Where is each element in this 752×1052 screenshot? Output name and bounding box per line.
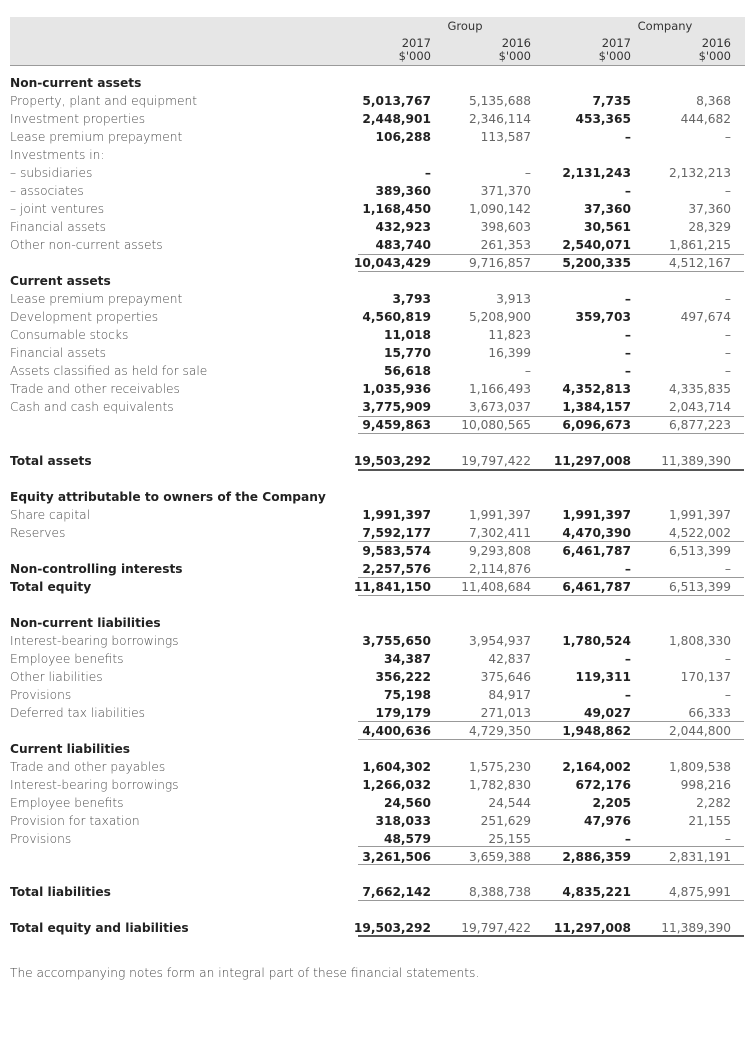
table-row [0, 146, 752, 164]
cell-value: 318,033 [375, 814, 431, 828]
cell-value: – [624, 688, 631, 702]
row-label: Equity attributable to owners of the Company [10, 490, 326, 504]
cell-value: 2,043,714 [668, 400, 731, 414]
cell-value: 34,387 [383, 652, 431, 666]
cell-value: 2,831,191 [668, 850, 731, 864]
company-label: Company [637, 19, 693, 33]
cell-value: 11,389,390 [661, 921, 731, 935]
row-label: Total equity [10, 580, 92, 594]
cell-value: 1,948,862 [562, 724, 631, 738]
table-row [0, 578, 752, 596]
row-label: Lease premium prepayment [10, 292, 183, 306]
cell-value: 30,561 [583, 220, 631, 234]
cell-value: 1,991,397 [562, 508, 631, 522]
cell-value: 7,302,411 [468, 526, 531, 540]
cell-value: 4,335,835 [668, 382, 731, 396]
cell-value: 1,780,524 [562, 634, 631, 648]
subtotal-rule [358, 900, 744, 901]
cell-value: 1,991,397 [668, 508, 731, 522]
table-row [0, 722, 752, 740]
cell-value: 3,775,909 [362, 400, 431, 414]
cell-value: 4,875,991 [668, 885, 731, 899]
cell-value: 9,716,857 [468, 256, 531, 270]
cell-value: 37,360 [583, 202, 631, 216]
cell-value: 271,013 [480, 706, 531, 720]
row-label: Share capital [10, 508, 90, 522]
cell-value: 4,512,167 [668, 256, 731, 270]
cell-value: – [724, 832, 731, 846]
cell-value: 106,288 [375, 130, 431, 144]
cell-value: – [724, 364, 731, 378]
table-row [0, 290, 752, 308]
cell-value: 19,503,292 [353, 921, 431, 935]
row-label: Deferred tax liabilities [10, 706, 146, 720]
table-row [0, 542, 752, 560]
row-label: Financial assets [10, 220, 107, 234]
cell-value: 3,793 [392, 292, 431, 306]
cell-value: 453,365 [575, 112, 631, 126]
cell-value: 6,461,787 [562, 544, 631, 558]
row-label: Non-current assets [10, 76, 142, 90]
cell-value: 1,991,397 [362, 508, 431, 522]
cell-value: 119,311 [575, 670, 631, 684]
row-label: Employee benefits [10, 796, 124, 810]
table-row [0, 398, 752, 416]
cell-value: 359,703 [575, 310, 631, 324]
table-row [0, 506, 752, 524]
cell-value: 42,837 [488, 652, 531, 666]
table-row [0, 668, 752, 686]
cell-value: 37,360 [688, 202, 731, 216]
table-row [0, 416, 752, 434]
cell-value: 11,841,150 [353, 580, 431, 594]
row-label: Current liabilities [10, 742, 131, 756]
table-row [0, 74, 752, 92]
cell-value: 6,096,673 [562, 418, 631, 432]
subtotal-rule [358, 541, 744, 542]
cell-value: 1,035,936 [362, 382, 431, 396]
cell-value: 1,575,230 [468, 760, 531, 774]
cell-value: 1,384,157 [562, 400, 631, 414]
row-label: Assets classified as held for sale [10, 364, 208, 378]
row-label: Provisions [10, 688, 72, 702]
table-row [0, 362, 752, 380]
row-label: Lease premium prepayment [10, 130, 183, 144]
cell-value: – [724, 292, 731, 306]
cell-value: – [624, 832, 631, 846]
cell-value: – [524, 364, 531, 378]
cell-value: 21,155 [688, 814, 731, 828]
cell-value: 11,297,008 [553, 454, 631, 468]
cell-value: 3,673,037 [468, 400, 531, 414]
cell-value: 3,755,650 [362, 634, 431, 648]
cell-value: 4,560,819 [362, 310, 431, 324]
table-row [0, 92, 752, 110]
cell-value: 8,388,738 [468, 885, 531, 899]
cell-value: 4,835,221 [562, 885, 631, 899]
cell-value: 5,200,335 [562, 256, 631, 270]
cell-value: 2,131,243 [562, 166, 631, 180]
row-label: Total equity and liabilities [10, 921, 189, 935]
table-row [0, 686, 752, 704]
cell-value: 1,166,493 [468, 382, 531, 396]
row-label: – joint ventures [10, 202, 105, 216]
cell-value: 7,735 [592, 94, 631, 108]
subtotal-rule [358, 846, 744, 847]
cell-value: 10,080,565 [461, 418, 531, 432]
table-row [0, 632, 752, 650]
table-row [0, 326, 752, 344]
cell-value: 9,459,863 [362, 418, 431, 432]
table-row [0, 794, 752, 812]
total-rule [358, 469, 744, 471]
cell-value: 47,976 [583, 814, 631, 828]
cell-value: 24,544 [488, 796, 531, 810]
cell-value: – [724, 328, 731, 342]
table-row [0, 236, 752, 254]
subtotal-rule [358, 739, 744, 740]
cell-value: 2,346,114 [468, 112, 531, 126]
cell-value: 3,954,937 [468, 634, 531, 648]
table-row [0, 650, 752, 668]
row-label: Trade and other receivables [10, 382, 180, 396]
table-row [0, 488, 752, 506]
cell-value: 66,333 [688, 706, 731, 720]
table-row [0, 344, 752, 362]
cell-value: – [724, 562, 731, 576]
cell-value: 2,282 [696, 796, 731, 810]
cell-value: – [724, 346, 731, 360]
table-row [0, 200, 752, 218]
cell-value: 170,137 [680, 670, 731, 684]
cell-value: 9,583,574 [362, 544, 431, 558]
cell-value: 1,991,397 [468, 508, 531, 522]
cell-value: 8,368 [696, 94, 731, 108]
cell-value: 444,682 [680, 112, 731, 126]
row-label: Investments in: [10, 148, 105, 162]
row-label: Development properties [10, 310, 159, 324]
row-label: Provisions [10, 832, 72, 846]
cell-value: 48,579 [383, 832, 431, 846]
table-row [0, 110, 752, 128]
table-row [0, 560, 752, 578]
cell-value: 4,400,636 [362, 724, 431, 738]
row-label: Reserves [10, 526, 66, 540]
group-label: Group [447, 19, 483, 33]
cell-value: – [624, 184, 631, 198]
row-label: Property, plant and equipment [10, 94, 198, 108]
cell-value: 7,662,142 [362, 885, 431, 899]
table-row [0, 776, 752, 794]
cell-value: 5,013,767 [362, 94, 431, 108]
cell-value: 432,923 [375, 220, 431, 234]
cell-value: – [624, 292, 631, 306]
cell-value: 3,261,506 [362, 850, 431, 864]
subtotal-rule [358, 721, 744, 722]
row-label: – subsidiaries [10, 166, 93, 180]
table-row [0, 128, 752, 146]
table-row [0, 218, 752, 236]
cell-value: 9,293,808 [468, 544, 531, 558]
table-row [0, 164, 752, 182]
cell-value: – [724, 184, 731, 198]
cell-value: 84,917 [488, 688, 531, 702]
cell-value: 483,740 [375, 238, 431, 252]
cell-value: 4,352,813 [562, 382, 631, 396]
cell-value: 1,782,830 [468, 778, 531, 792]
table-row [0, 740, 752, 758]
cell-value: 2,205 [592, 796, 631, 810]
subtotal-rule [358, 271, 744, 272]
table-row [0, 758, 752, 776]
col-group-2017: 2017 $'000 [398, 36, 431, 63]
cell-value: 6,877,223 [668, 418, 731, 432]
cell-value: 6,513,399 [668, 544, 731, 558]
cell-value: 497,674 [680, 310, 731, 324]
cell-value: 1,861,215 [668, 238, 731, 252]
cell-value: 398,603 [480, 220, 531, 234]
cell-value: 2,886,359 [562, 850, 631, 864]
table-row [0, 704, 752, 722]
cell-value: 3,659,388 [468, 850, 531, 864]
cell-value: – [624, 346, 631, 360]
cell-value: 4,470,390 [562, 526, 631, 540]
table-row [0, 254, 752, 272]
row-label: Non-controlling interests [10, 562, 183, 576]
cell-value: 672,176 [575, 778, 631, 792]
cell-value: 28,329 [688, 220, 731, 234]
cell-value: 6,461,787 [562, 580, 631, 594]
cell-value: 1,090,142 [468, 202, 531, 216]
col-company-2017: 2017 $'000 [598, 36, 631, 63]
cell-value: 1,604,302 [362, 760, 431, 774]
cell-value: – [624, 130, 631, 144]
cell-value: – [624, 652, 631, 666]
col-group-2016: 2016 $'000 [498, 36, 531, 63]
cell-value: – [724, 652, 731, 666]
subtotal-rule [358, 595, 744, 596]
row-label: Interest-bearing borrowings [10, 778, 179, 792]
table-row [0, 812, 752, 830]
subtotal-rule [358, 416, 744, 417]
cell-value: 2,448,901 [362, 112, 431, 126]
cell-value: 1,809,538 [668, 760, 731, 774]
row-label: Investment properties [10, 112, 146, 126]
table-row [0, 883, 752, 901]
row-label: Non-current liabilities [10, 616, 161, 630]
cell-value: 6,513,399 [668, 580, 731, 594]
row-label: Consumable stocks [10, 328, 129, 342]
row-label: Provision for taxation [10, 814, 140, 828]
cell-value: 2,540,071 [562, 238, 631, 252]
row-label: Other liabilities [10, 670, 103, 684]
footer-note: The accompanying notes form an integral part of these financial statements. [10, 966, 480, 980]
cell-value: 11,823 [488, 328, 531, 342]
cell-value: 10,043,429 [353, 256, 431, 270]
row-label: Financial assets [10, 346, 107, 360]
cell-value: 75,198 [383, 688, 431, 702]
cell-value: 4,522,002 [668, 526, 731, 540]
cell-value: 15,770 [383, 346, 431, 360]
column-header [10, 17, 745, 66]
row-label: Current assets [10, 274, 111, 288]
cell-value: 24,560 [383, 796, 431, 810]
cell-value: 998,216 [680, 778, 731, 792]
cell-value: 5,208,900 [468, 310, 531, 324]
cell-value: 375,646 [480, 670, 531, 684]
col-company-2016: 2016 $'000 [698, 36, 731, 63]
row-label: Trade and other payables [10, 760, 166, 774]
subtotal-rule [358, 433, 744, 434]
cell-value: 261,353 [480, 238, 531, 252]
subtotal-rule [358, 254, 744, 255]
total-rule [358, 935, 744, 937]
cell-value: 2,132,213 [668, 166, 731, 180]
cell-value: 11,389,390 [661, 454, 731, 468]
cell-value: 11,408,684 [461, 580, 531, 594]
cell-value: – [624, 364, 631, 378]
cell-value: 2,164,002 [562, 760, 631, 774]
row-label: Interest-bearing borrowings [10, 634, 179, 648]
row-label: Other non-current assets [10, 238, 163, 252]
cell-value: 1,808,330 [668, 634, 731, 648]
cell-value: 2,257,576 [362, 562, 431, 576]
cell-value: 2,044,800 [668, 724, 731, 738]
cell-value: 1,168,450 [362, 202, 431, 216]
table-row [0, 182, 752, 200]
table-row [0, 380, 752, 398]
cell-value: 7,592,177 [362, 526, 431, 540]
cell-value: 19,797,422 [461, 921, 531, 935]
table-row [0, 452, 752, 470]
row-label: Total liabilities [10, 885, 111, 899]
row-label: Employee benefits [10, 652, 124, 666]
cell-value: 2,114,876 [468, 562, 531, 576]
cell-value: 4,729,350 [468, 724, 531, 738]
row-label: Cash and cash equivalents [10, 400, 174, 414]
table-row [0, 308, 752, 326]
cell-value: – [624, 562, 631, 576]
cell-value: 16,399 [488, 346, 531, 360]
table-row [0, 614, 752, 632]
cell-value: 371,370 [480, 184, 531, 198]
cell-value: 1,266,032 [362, 778, 431, 792]
cell-value: 251,629 [480, 814, 531, 828]
cell-value: – [624, 328, 631, 342]
table-row [0, 272, 752, 290]
cell-value: 179,179 [375, 706, 431, 720]
cell-value: 56,618 [383, 364, 431, 378]
table-row [0, 524, 752, 542]
cell-value: 389,360 [375, 184, 431, 198]
row-label: – associates [10, 184, 84, 198]
row-label: Total assets [10, 454, 92, 468]
cell-value: 11,018 [383, 328, 431, 342]
cell-value: 19,503,292 [353, 454, 431, 468]
cell-value: 25,155 [488, 832, 531, 846]
cell-value: – [724, 688, 731, 702]
cell-value: 113,587 [480, 130, 531, 144]
subtotal-rule [358, 577, 744, 578]
cell-value: 3,913 [496, 292, 531, 306]
cell-value: 11,297,008 [553, 921, 631, 935]
cell-value: – [724, 130, 731, 144]
cell-value: 356,222 [375, 670, 431, 684]
cell-value: 19,797,422 [461, 454, 531, 468]
subtotal-rule [358, 864, 744, 865]
cell-value: 49,027 [583, 706, 631, 720]
cell-value: – [524, 166, 531, 180]
cell-value: – [424, 166, 431, 180]
cell-value: 5,135,688 [468, 94, 531, 108]
